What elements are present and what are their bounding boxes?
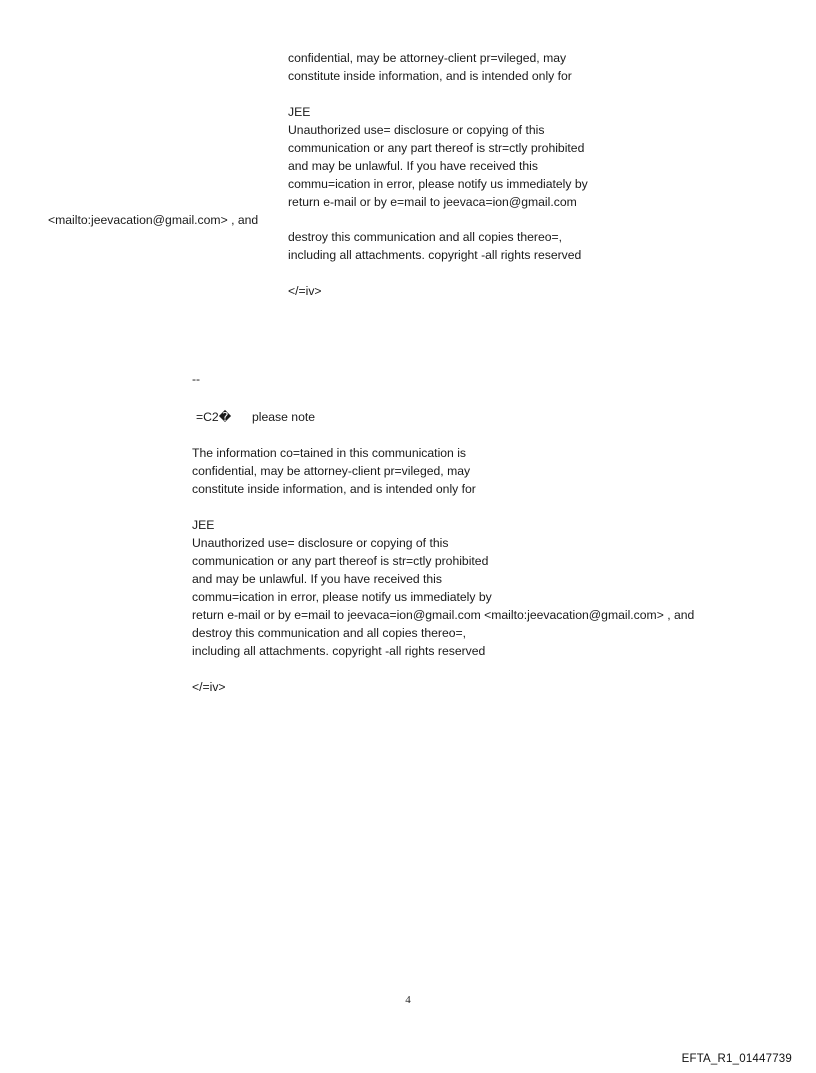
- disclaimer-line: including all attachments. copyright -all rights reserved: [192, 644, 486, 658]
- disclaimer-line: constitute inside information, and is intended only for: [192, 482, 476, 496]
- disclaimer-line: Unauthorized use= disclosure or copying of this: [288, 123, 545, 137]
- page-number: 4: [405, 994, 411, 1006]
- disclaimer-line: confidential, may be attorney-client pr=vileged, may: [192, 464, 471, 478]
- disclaimer-line: commu=ication in error, please notify us immediately by: [192, 590, 492, 604]
- disclaimer-line: The information co=tained in this communication is: [192, 446, 467, 460]
- note-heading: [196, 408, 315, 426]
- mailto-overflow-line: <mailto:jeevacation@gmail.com> , and: [48, 213, 259, 227]
- disclaimer-line: commu=ication in error, please notify us immediately by: [288, 177, 588, 191]
- disclaimer-line: destroy this communication and all copies thereo=,: [192, 626, 467, 640]
- closing-tag-line: </=iv>: [288, 284, 322, 298]
- signature-separator: --: [192, 372, 201, 386]
- disclaimer-line: communication or any part thereof is str=ctly prohibited: [288, 141, 585, 155]
- closing-tag-line: </=iv>: [192, 680, 226, 694]
- disclaimer-line: communication or any part thereof is str=ctly prohibited: [192, 554, 489, 568]
- disclaimer-line: constitute inside information, and is intended only for: [288, 69, 572, 83]
- disclaimer-line: and may be unlawful. If you have received this: [288, 159, 538, 173]
- disclaimer-line: including all attachments. copyright -all rights reserved: [288, 248, 582, 262]
- disclaimer-line: return e-mail or by e=mail to jeevaca=ion@gmail.com <mailto:jeevacation@gmail.com> , and: [192, 608, 695, 622]
- disclaimer-line: return e-mail or by e=mail to jeevaca=ion@gmail.com: [288, 195, 577, 209]
- note-prefix: =C2�: [196, 410, 232, 424]
- document-id: EFTA_R1_01447739: [681, 1053, 792, 1065]
- disclaimer-line: Unauthorized use= disclosure or copying of this: [192, 536, 449, 550]
- disclaimer-line: JEE: [288, 105, 311, 119]
- disclaimer-line: JEE: [192, 518, 215, 532]
- disclaimer-line: and may be unlawful. If you have received this: [192, 572, 442, 586]
- note-text: please note: [252, 410, 316, 424]
- disclaimer-line: destroy this communication and all copies thereo=,: [288, 230, 563, 244]
- disclaimer-line: confidential, may be attorney-client pr=vileged, may: [288, 51, 567, 65]
